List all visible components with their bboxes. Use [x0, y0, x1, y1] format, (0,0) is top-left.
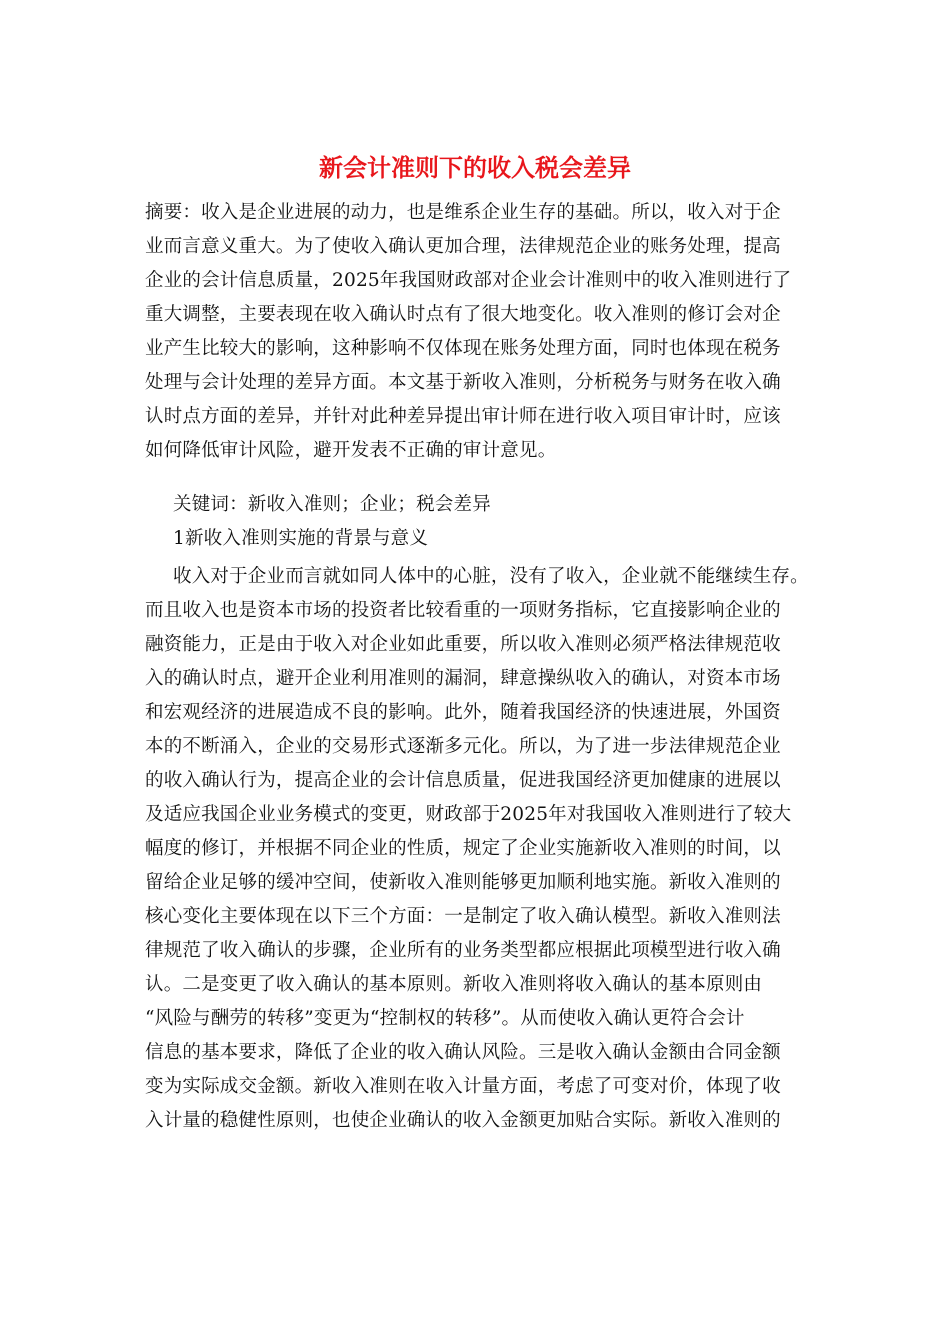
abstract-line: 如何降低审计风险，避开发表不正确的审计意见。: [145, 440, 557, 461]
body-line: 幅度的修订，并根据不同企业的性质，规定了企业实施新收入准则的时间，以: [145, 838, 781, 859]
body-line: 认。二是变更了收入确认的基本原则。新收入准则将收入确认的基本原则由: [145, 974, 763, 995]
body-line: 变为实际成交金额。新收入准则在收入计量方面，考虑了可变对价，体现了收: [145, 1076, 781, 1097]
keywords-line: 关键词：新收入准则；企业；税会差异: [173, 494, 491, 515]
body-line: 融资能力，正是由于收入对企业如此重要，所以收入准则必须严格法律规范收: [145, 634, 781, 655]
abstract-line: 业产生比较大的影响，这种影响不仅体现在账务处理方面，同时也体现在税务: [145, 338, 781, 359]
body-line: 收入对于企业而言就如同人体中的心脏，没有了收入，企业就不能继续生存。: [173, 566, 809, 587]
body-line: 留给企业足够的缓冲空间，使新收入准则能够更加顺利地实施。新收入准则的: [145, 872, 781, 893]
abstract-line: 认时点方面的差异，并针对此种差异提出审计师在进行收入项目审计时，应该: [145, 406, 781, 427]
abstract-line: 重大调整，主要表现在收入确认时点有了很大地变化。收入准则的修订会对企: [145, 304, 781, 325]
document-title: 新会计准则下的收入税会差异: [319, 153, 631, 182]
abstract-line: 企业的会计信息质量，2025年我国财政部对企业会计准则中的收入准则进行了: [145, 270, 792, 291]
body-line: 律规范了收入确认的步骤，企业所有的业务类型都应根据此项模型进行收入确: [145, 940, 781, 961]
body-line: 信息的基本要求，降低了企业的收入确认风险。三是收入确认金额由合同金额: [145, 1042, 781, 1063]
body-line: 入计量的稳健性原则，也使企业确认的收入金额更加贴合实际。新收入准则的: [145, 1110, 781, 1131]
body-line: 入的确认时点，避开企业利用准则的漏洞，肆意操纵收入的确认，对资本市场: [145, 668, 781, 689]
abstract-line: 处理与会计处理的差异方面。本文基于新收入准则，分析税务与财务在收入确: [145, 372, 781, 393]
body-line: 及适应我国企业业务模式的变更，财政部于2025年对我国收入准则进行了较大: [145, 804, 792, 825]
body-line: 的收入确认行为，提高企业的会计信息质量，促进我国经济更加健康的进展以: [145, 770, 781, 791]
abstract-line: 摘要：收入是企业进展的动力，也是维系企业生存的基础。所以，收入对于企: [145, 202, 781, 223]
body-line: “风险与酬劳的转移”变更为“控制权的转移”。从而使收入确认更符合会计: [145, 1008, 745, 1029]
body-line: 核心变化主要体现在以下三个方面：一是制定了收入确认模型。新收入准则法: [145, 906, 781, 927]
section-heading: 1新收入准则实施的背景与意义: [173, 528, 429, 549]
abstract-line: 业而言意义重大。为了使收入确认更加合理，法律规范企业的账务处理，提高: [145, 236, 781, 257]
body-line: 而且收入也是资本市场的投资者比较看重的一项财务指标，它直接影响企业的: [145, 600, 781, 621]
body-line: 本的不断涌入，企业的交易形式逐渐多元化。所以，为了进一步法律规范企业: [145, 736, 781, 757]
body-line: 和宏观经济的进展造成不良的影响。此外，随着我国经济的快速进展，外国资: [145, 702, 781, 723]
